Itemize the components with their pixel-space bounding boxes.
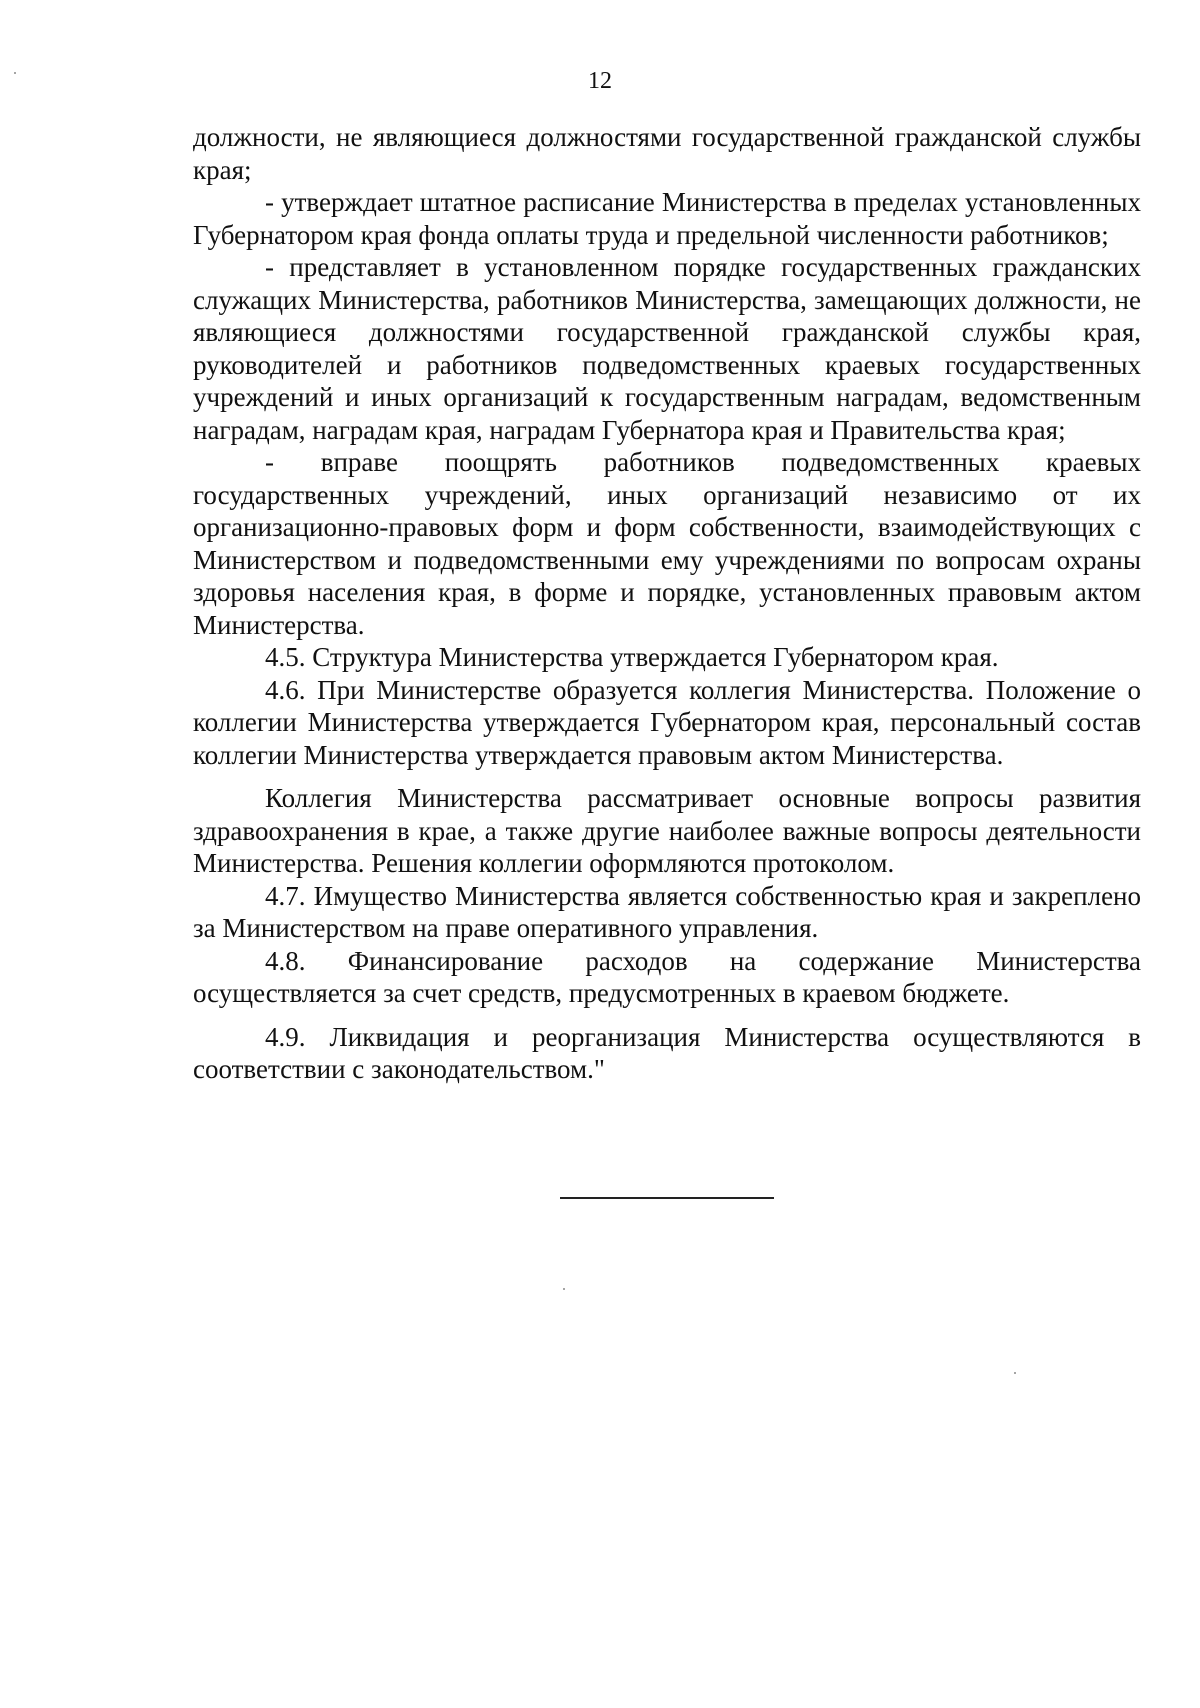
document-body bbox=[193, 121, 1141, 1086]
paragraph-4-5: 4.5. Структура Министерства утверждается Губернатором края. bbox=[265, 642, 999, 672]
scan-speck bbox=[14, 72, 16, 74]
end-of-document-rule bbox=[560, 1197, 774, 1199]
scan-speck bbox=[563, 1288, 565, 1290]
paragraph-encouragement: - вправе поощрять работников подведомственных краевых государственных учреждений, иных организаций независимо от их организационно-правовых форм и форм собственности, взаимодействующих с Министерством и подведомственными ему учреждениями по вопросам охраны здоровья населения края, в форме и порядке, установленных правовым актом Министерства. bbox=[193, 447, 1141, 640]
paragraph-continuation: должности, не являющиеся должностями государственной гражданской службы края; bbox=[193, 122, 1141, 185]
paragraph-4-8: 4.8. Финансирование расходов на содержание Министерства осуществляется за счет средств, предусмотренных в краевом бюджете. bbox=[193, 945, 1141, 1008]
paragraph-4-6: 4.6. При Министерстве образуется коллегия Министерства. Положение о коллегии Министерства утверждается Губернатором края, персональный состав коллегии Министерства утверждается правовым актом Министерства. bbox=[193, 674, 1141, 770]
paragraph-awards-nomination: - представляет в установленном порядке государственных гражданских служащих Министерства, работников Министерства, замещающих должности, не являющиеся должностями государственной гражданской службы края, руководителей и работников подведомственных краевых государственных учреждений и иных организаций к государственным наградам, ведомственным наградам, наградам края, наградам Губернатора края и Правительства края; bbox=[193, 252, 1141, 445]
page-number: 12 bbox=[588, 68, 612, 94]
paragraph-4-7: 4.7. Имущество Министерства является собственностью края и закреплено за Министерством на праве оперативного управления. bbox=[193, 880, 1141, 943]
paragraph-collegium: Коллегия Министерства рассматривает основные вопросы развития здравоохранения в крае, а также другие наиболее важные вопросы деятельности Министерства. Решения коллегии оформляются протоколом. bbox=[193, 783, 1141, 878]
paragraph-staff-schedule: - утверждает штатное расписание Министерства в пределах установленных Губернатором края фонда оплаты труда и предельной численности работников; bbox=[193, 187, 1141, 250]
scan-speck bbox=[1014, 1372, 1016, 1374]
paragraph-4-9: 4.9. Ликвидация и реорганизация Министерства осуществляются в соответствии с законодательством." bbox=[193, 1021, 1141, 1084]
